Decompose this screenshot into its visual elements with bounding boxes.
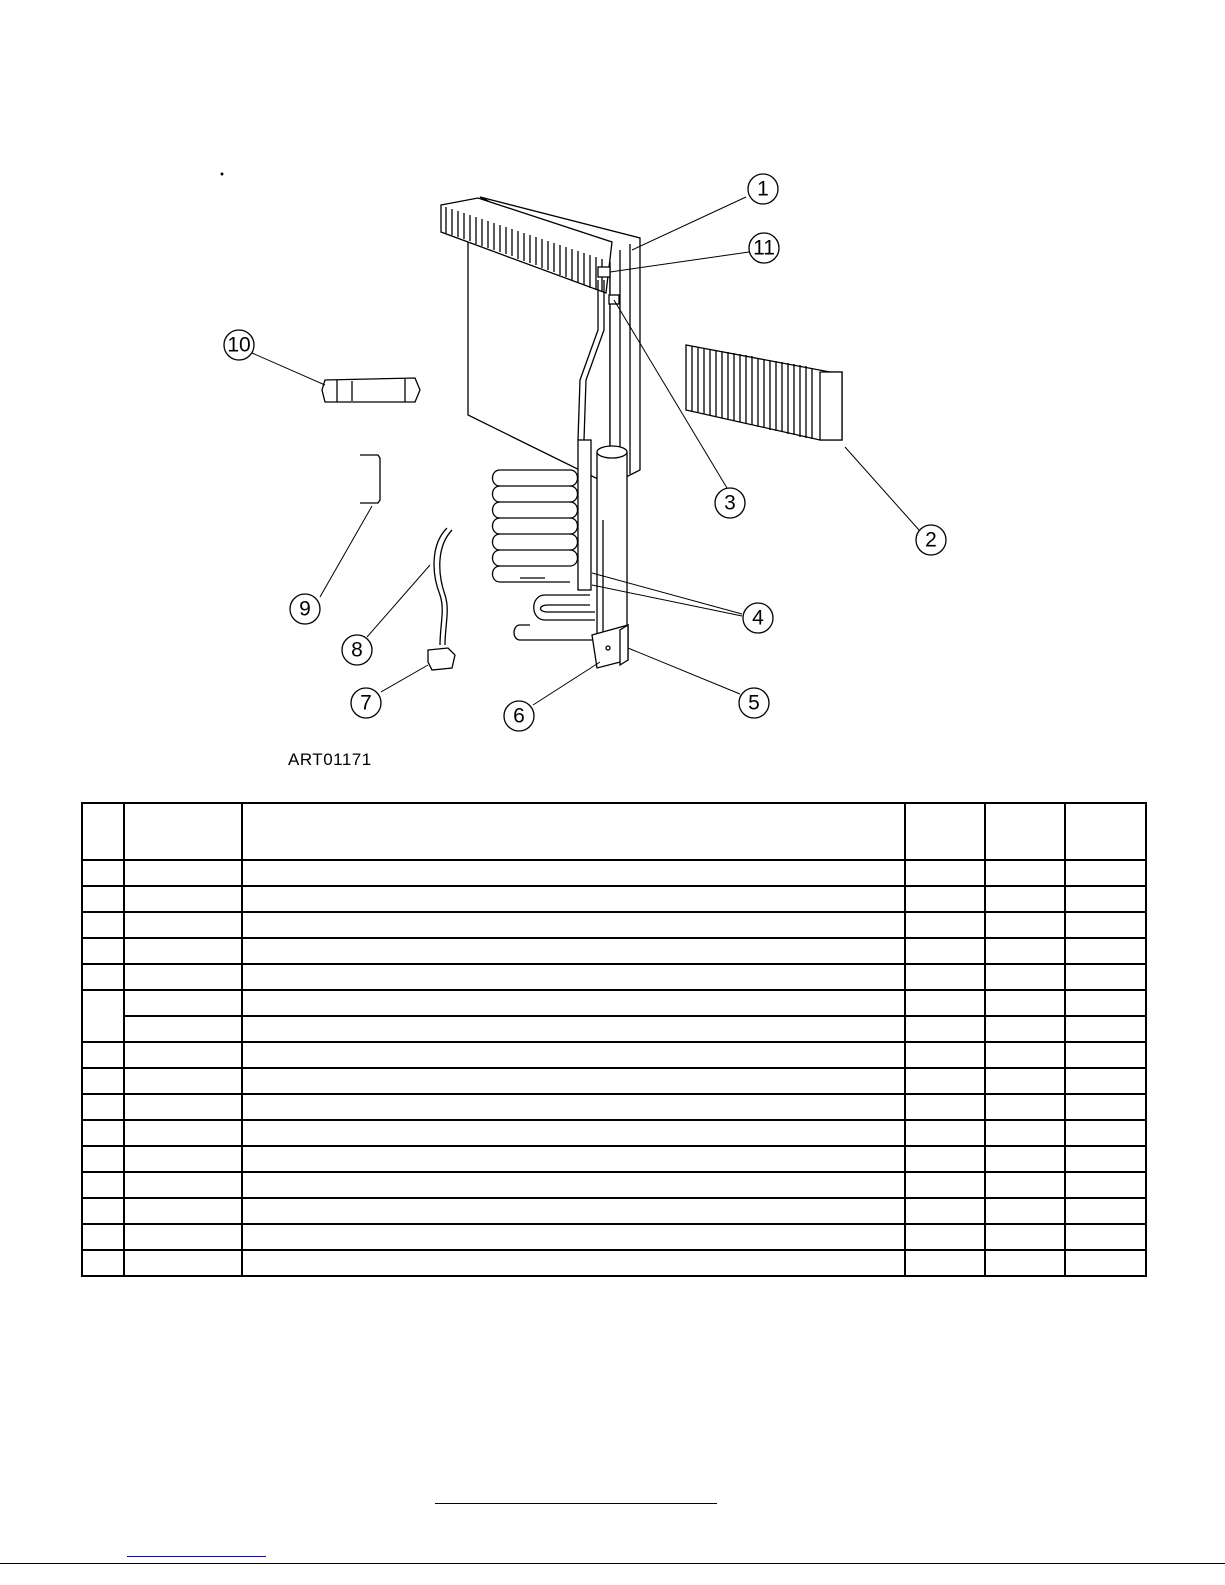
table-cell — [124, 860, 242, 886]
table-cell — [1065, 1198, 1146, 1224]
callout-1 — [748, 174, 778, 204]
table-cell — [985, 1042, 1065, 1068]
table-cell — [82, 1198, 124, 1224]
table-cell-merged — [82, 990, 124, 1042]
exploded-parts-diagram — [0, 0, 1225, 780]
table-cell — [82, 964, 124, 990]
table-cell — [905, 1016, 985, 1042]
table-cell — [242, 1094, 905, 1120]
svg-text:10: 10 — [227, 333, 251, 357]
footer-link-underline[interactable] — [127, 1556, 266, 1557]
table-cell — [242, 1146, 905, 1172]
table-cell — [1065, 1172, 1146, 1198]
svg-text:6: 6 — [513, 704, 525, 728]
table-row — [82, 1146, 1146, 1172]
callout-3 — [715, 488, 745, 518]
table-cell — [1065, 1042, 1146, 1068]
table-cell — [124, 1172, 242, 1198]
parts-table — [81, 802, 1147, 1277]
table-cell — [985, 1120, 1065, 1146]
table-cell — [1065, 1120, 1146, 1146]
table-cell — [985, 1016, 1065, 1042]
table-cell — [985, 1224, 1065, 1250]
table-cell — [905, 1198, 985, 1224]
svg-text:11: 11 — [753, 236, 775, 260]
table-cell — [905, 860, 985, 886]
callout-5 — [739, 688, 769, 718]
table-cell — [124, 938, 242, 964]
svg-text:7: 7 — [360, 691, 372, 715]
table-cell — [124, 912, 242, 938]
bracket-part — [360, 455, 380, 503]
table-cell — [985, 964, 1065, 990]
table-cell — [1065, 1016, 1146, 1042]
svg-text:5: 5 — [748, 691, 760, 715]
table-cell — [242, 912, 905, 938]
callout-9 — [290, 594, 320, 624]
table-row — [82, 964, 1146, 990]
table-cell — [905, 938, 985, 964]
callout-7 — [351, 688, 381, 718]
panel-assembly-part — [441, 197, 640, 485]
table-cell — [82, 860, 124, 886]
table-cell — [985, 912, 1065, 938]
table-cell — [985, 1250, 1065, 1276]
table-cell — [905, 1120, 985, 1146]
table-cell — [124, 1094, 242, 1120]
table-cell — [905, 912, 985, 938]
page-bottom-rule — [0, 1563, 1225, 1564]
table-row — [82, 860, 1146, 886]
table-row — [82, 1068, 1146, 1094]
table-cell — [242, 1172, 905, 1198]
table-cell — [82, 1042, 124, 1068]
table-cell — [242, 1250, 905, 1276]
callout-11 — [749, 233, 779, 263]
table-cell — [242, 1042, 905, 1068]
table-row — [82, 1094, 1146, 1120]
table-cell — [985, 860, 1065, 886]
table-cell — [242, 990, 905, 1016]
table-cell — [242, 1120, 905, 1146]
svg-text:8: 8 — [351, 638, 363, 662]
svg-text:2: 2 — [925, 528, 937, 552]
table-cell — [242, 1224, 905, 1250]
table-cell — [82, 1146, 124, 1172]
stray-mark — [221, 173, 223, 175]
table-row — [82, 886, 1146, 912]
table-cell — [124, 964, 242, 990]
table-cell — [82, 938, 124, 964]
table-cell — [1065, 912, 1146, 938]
table-cell — [242, 964, 905, 990]
table-row — [82, 1042, 1146, 1068]
table-cell — [905, 1172, 985, 1198]
table-cell — [1065, 1094, 1146, 1120]
svg-text:3: 3 — [724, 491, 736, 515]
header-cell — [1065, 803, 1146, 860]
table-cell — [124, 1120, 242, 1146]
table-cell — [242, 860, 905, 886]
callout-4 — [743, 603, 773, 633]
table-cell — [124, 886, 242, 912]
table-cell — [905, 1068, 985, 1094]
table-cell — [985, 1094, 1065, 1120]
table-cell — [124, 1016, 242, 1042]
condenser-coil-part — [493, 470, 578, 582]
table-cell — [985, 1146, 1065, 1172]
table-cell — [905, 990, 985, 1016]
table-cell — [82, 1250, 124, 1276]
header-cell — [82, 803, 124, 860]
table-row — [82, 1120, 1146, 1146]
table-cell — [985, 886, 1065, 912]
header-cell — [905, 803, 985, 860]
table-cell — [905, 1250, 985, 1276]
table-cell — [124, 1146, 242, 1172]
table-row — [82, 1250, 1146, 1276]
callout-6 — [504, 701, 534, 731]
callout-8 — [342, 635, 372, 665]
table-header-row — [82, 803, 1146, 860]
table-cell — [242, 1068, 905, 1094]
table-cell — [82, 912, 124, 938]
header-cell — [985, 803, 1065, 860]
table-row — [82, 1224, 1146, 1250]
table-cell — [985, 938, 1065, 964]
svg-text:1: 1 — [757, 177, 769, 201]
table-cell — [82, 886, 124, 912]
fin-block-part — [686, 345, 842, 440]
table-cell — [985, 1172, 1065, 1198]
absorber-pipe-part — [514, 595, 595, 640]
table-cell — [124, 1068, 242, 1094]
table-cell — [82, 1120, 124, 1146]
table-cell — [985, 1068, 1065, 1094]
table-cell — [242, 886, 905, 912]
table-row — [82, 938, 1146, 964]
table-cell — [242, 1016, 905, 1042]
table-row — [82, 912, 1146, 938]
callout-2 — [916, 525, 946, 555]
table-cell — [82, 1172, 124, 1198]
table-cell — [1065, 964, 1146, 990]
flex-tube-part — [434, 528, 452, 645]
table-cell — [1065, 938, 1146, 964]
table-cell — [124, 1198, 242, 1224]
table-cell — [1065, 1146, 1146, 1172]
table-cell — [905, 1224, 985, 1250]
table-cell — [1065, 1224, 1146, 1250]
artwork-code: ART01171 — [288, 750, 372, 769]
cap-part — [428, 648, 455, 670]
table-cell — [124, 1250, 242, 1276]
header-cell — [242, 803, 905, 860]
table-cell — [905, 1146, 985, 1172]
table-cell — [905, 1042, 985, 1068]
table-row — [82, 1016, 1146, 1042]
table-cell — [905, 964, 985, 990]
table-cell — [1065, 886, 1146, 912]
table-cell — [124, 990, 242, 1016]
table-row — [82, 990, 1146, 1016]
table-cell — [1065, 1068, 1146, 1094]
table-cell — [985, 990, 1065, 1016]
table-cell — [1065, 990, 1146, 1016]
header-cell — [124, 803, 242, 860]
table-row — [82, 1172, 1146, 1198]
table-cell — [1065, 860, 1146, 886]
fan-part — [322, 378, 420, 402]
table-cell — [82, 1224, 124, 1250]
table-cell — [1065, 1250, 1146, 1276]
table-cell — [124, 1042, 242, 1068]
table-cell — [985, 1198, 1065, 1224]
table-cell — [242, 938, 905, 964]
table-cell — [124, 1224, 242, 1250]
table-cell — [82, 1094, 124, 1120]
callout-10 — [224, 330, 254, 360]
table-cell — [905, 1094, 985, 1120]
svg-text:4: 4 — [752, 606, 764, 630]
table-cell — [905, 886, 985, 912]
footer-rule — [435, 1503, 717, 1504]
table-cell — [242, 1198, 905, 1224]
table-row — [82, 1198, 1146, 1224]
table-cell — [82, 1068, 124, 1094]
svg-text:9: 9 — [299, 597, 311, 621]
